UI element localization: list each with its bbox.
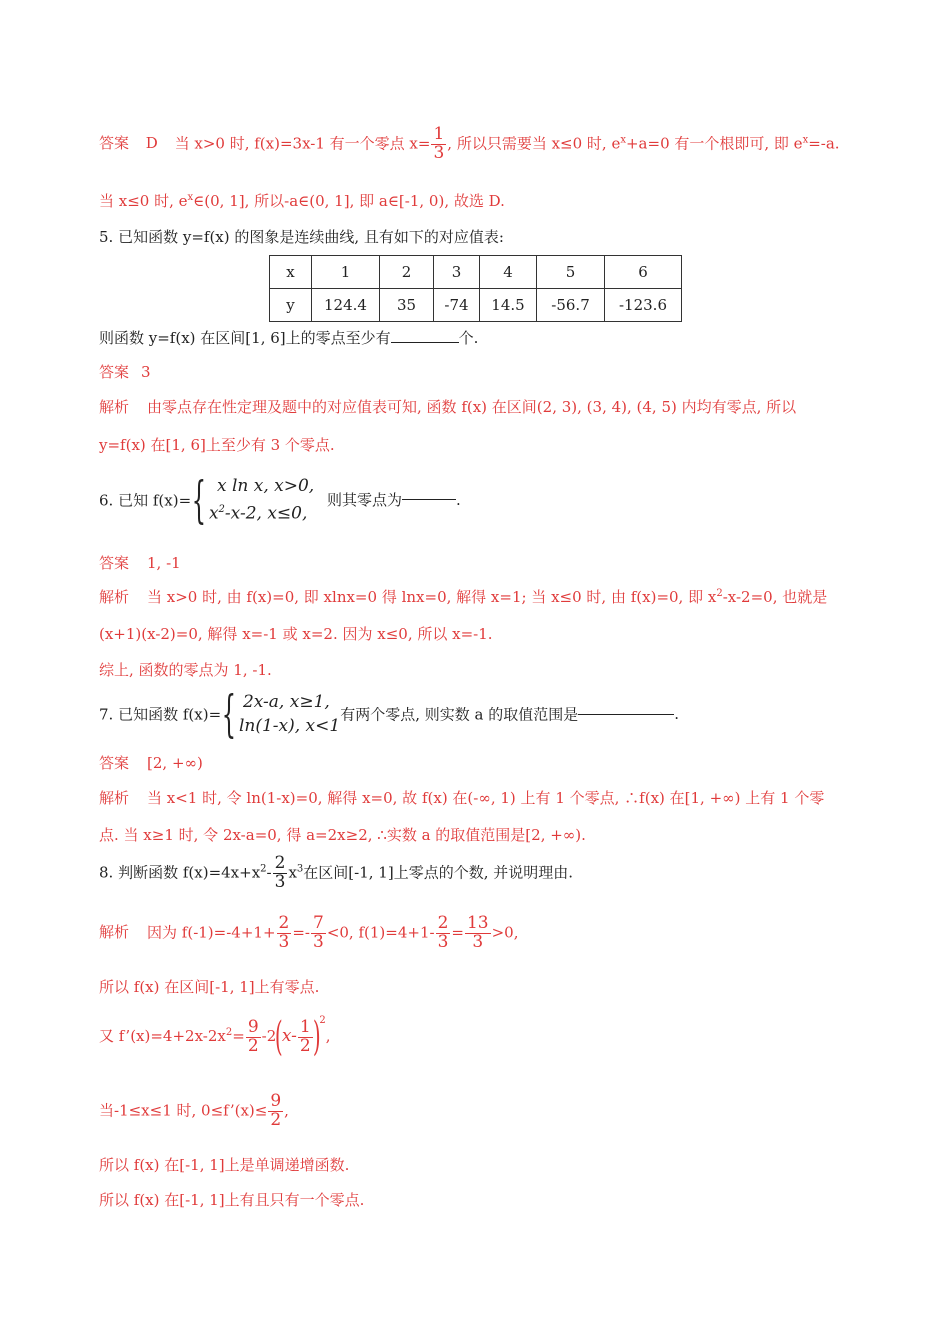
analysis-text: <0, f(1)=4+1- <box>326 923 435 942</box>
table-cell: -56.7 <box>537 289 605 322</box>
fraction: $\frac{9}{2}$ <box>247 1016 259 1056</box>
table-row <box>270 289 682 322</box>
answer-text: , 所以只需要当 x≤0 时, e <box>447 134 621 153</box>
analysis-text: 当 x>0 时, 由 f(x)=0, 即 xlnx=0 得 lnx=0, 解得 x=1; 当 x≤0 时, 由 f(x)=0, 即 x <box>147 588 717 606</box>
table-cell: 1 <box>312 256 380 289</box>
fraction: $\frac{2}{3}$ <box>437 913 449 952</box>
answer-value: 3 <box>141 363 151 381</box>
answer-blank <box>391 342 459 343</box>
q8-analysis-1 <box>99 915 519 952</box>
analysis-text: 又 f’(x)=4+2x-2x <box>99 1027 226 1045</box>
fraction: $\frac{1}{3}$ <box>433 124 445 163</box>
fraction: $\frac{2}{3}$ <box>274 853 286 892</box>
question-text: 6. 已知 f(x)= <box>99 491 192 510</box>
q5-analysis-1 <box>99 396 796 417</box>
answer-label: 答案 <box>99 134 130 153</box>
q7-analysis-2: 点. 当 x≥1 时, 令 2x-a=0, 得 a=2x≥2, ∴实数 a 的取值范围是[2, +∞). <box>99 826 586 844</box>
superscript: 3 <box>296 863 304 875</box>
question-text: 个. <box>458 329 479 347</box>
q6-analysis-1 <box>99 586 827 607</box>
analysis-text: >0, <box>491 923 519 942</box>
answer-choice: D <box>145 134 158 153</box>
answer-value: [2, +∞) <box>147 754 203 772</box>
table-cell: -123.6 <box>605 289 682 322</box>
q5-analysis-2: y=f(x) 在[1, 6]上至少有 3 个零点. <box>99 436 335 454</box>
analysis-text: 当-1≤x≤1 时, 0≤f’(x)≤ <box>99 1101 268 1120</box>
analysis-text: , <box>284 1101 289 1120</box>
q5-question <box>99 327 478 348</box>
piecewise-cases <box>209 474 314 526</box>
superscript: 2 <box>225 1027 233 1038</box>
table-cell: x <box>270 256 312 289</box>
analysis-label: 解析 <box>99 923 130 942</box>
answer-label: 答案 <box>99 363 130 381</box>
analysis-text: = <box>232 1027 245 1045</box>
q8-analysis-2: 所以 f(x) 在区间[-1, 1]上有零点. <box>99 978 320 996</box>
fraction: $\frac{7}{3}$ <box>312 913 324 952</box>
question-text: 有两个零点, 则实数 a 的取值范围是 <box>340 705 579 724</box>
table-cell: 5 <box>537 256 605 289</box>
case-2: -x-2, x≤0, <box>224 503 308 524</box>
left-paren: ( <box>275 1014 283 1060</box>
table-cell: 124.4 <box>312 289 380 322</box>
superscript: 2 <box>260 863 267 875</box>
left-brace: { <box>221 685 237 743</box>
table-cell: 3 <box>434 256 480 289</box>
q4-answer-line <box>99 126 840 163</box>
table-cell: y <box>270 289 312 322</box>
fraction: $\frac{9}{2}$ <box>270 1091 282 1130</box>
value-table <box>269 255 682 322</box>
question-text: 则其零点为 <box>326 491 402 510</box>
analysis-label: 解析 <box>99 398 130 416</box>
q6-stem <box>99 470 461 529</box>
fraction: $\frac{1}{2}$ <box>299 1016 311 1056</box>
superscript: 2 <box>218 504 225 515</box>
answer-value: 1, -1 <box>147 554 181 572</box>
superscript: x <box>620 134 626 146</box>
answer-label: 答案 <box>99 554 130 572</box>
analysis-text: -2 <box>261 1027 277 1045</box>
q7-analysis-1 <box>99 787 824 808</box>
analysis-label: 解析 <box>99 789 130 807</box>
analysis-text: , <box>325 1027 331 1045</box>
superscript: 2 <box>319 1015 326 1026</box>
question-text: . <box>455 490 461 509</box>
q6-analysis-3: 综上, 函数的零点为 1, -1. <box>99 661 272 679</box>
answer-label: 答案 <box>99 754 130 772</box>
analysis-text: =- <box>292 923 310 942</box>
left-brace: { <box>191 470 207 529</box>
answer-text: 当 x>0 时, f(x)=3x-1 有一个零点 x= <box>174 134 431 153</box>
case-2: x <box>208 503 219 524</box>
q7-stem <box>99 685 680 743</box>
question-text: x <box>288 863 297 882</box>
q8-analysis-5: 所以 f(x) 在[-1, 1]上是单调递增函数. <box>99 1156 350 1174</box>
table-cell: 35 <box>380 289 434 322</box>
q8-analysis-4 <box>99 1093 289 1130</box>
analysis-text: 因为 f(-1)=-4+1+ <box>147 923 276 942</box>
q8-analysis-3 <box>99 1014 331 1060</box>
table-cell: 6 <box>605 256 682 289</box>
case-2: ln(1-x), x<1 <box>238 716 341 736</box>
fraction: $\frac{13}{3}$ <box>466 913 489 952</box>
analysis-label: 解析 <box>99 588 130 606</box>
question-text: . <box>674 705 680 723</box>
superscript: x <box>187 192 194 203</box>
q7-answer <box>99 752 203 773</box>
answer-text: +a=0 有一个根即可, 即 e <box>625 134 803 153</box>
q8-stem <box>99 855 573 892</box>
table-cell: 4 <box>480 256 537 289</box>
answer-text: 当 x≤0 时, e <box>99 192 188 210</box>
q4-answer-line-2 <box>99 190 505 211</box>
answer-blank <box>578 714 674 715</box>
answer-blank <box>402 499 456 500</box>
question-text: 7. 已知函数 f(x)= <box>99 705 222 724</box>
q5-stem: 5. 已知函数 y=f(x) 的图象是连续曲线, 且有如下的对应值表: <box>99 228 504 246</box>
q8-analysis-6: 所以 f(x) 在[-1, 1]上有且只有一个零点. <box>99 1191 365 1209</box>
analysis-text: 当 x<1 时, 令 ln(1-x)=0, 解得 x=0, 故 f(x) 在(-∞, 1) 上有 1 个零点, ∴f(x) 在[1, +∞) 上有 1 个零 <box>147 789 825 807</box>
answer-text: =-a. <box>808 134 840 153</box>
right-paren: ) <box>312 1014 321 1060</box>
analysis-text: x- <box>281 1026 297 1046</box>
table-cell: 14.5 <box>480 289 537 322</box>
q6-analysis-2: (x+1)(x-2)=0, 解得 x=-1 或 x=2. 因为 x≤0, 所以 x=-1. <box>99 625 493 643</box>
analysis-text: -x-2=0, 也就是 <box>722 588 828 606</box>
question-text: 则函数 y=f(x) 在区间[1, 6]上的零点至少有 <box>99 329 391 347</box>
superscript: 2 <box>716 588 723 599</box>
answer-text: ∈(0, 1], 所以-a∈(0, 1], 即 a∈[-1, 0), 故选 D. <box>193 192 505 210</box>
question-text: 在区间[-1, 1]上零点的个数, 并说明理由. <box>303 863 573 882</box>
piecewise-cases <box>239 690 340 738</box>
table-row <box>270 256 682 289</box>
question-text: - <box>266 863 272 882</box>
question-text: 8. 判断函数 f(x)=4x+x <box>99 863 261 882</box>
superscript: x <box>802 134 809 146</box>
analysis-text: 由零点存在性定理及题中的对应值表可知, 函数 f(x) 在区间(2, 3), (3, 4), (4, 5) 内均有零点, 所以 <box>147 398 797 416</box>
table-cell: -74 <box>434 289 480 322</box>
case-1: 2x-a, x≥1, <box>242 692 330 712</box>
q5-answer <box>99 361 151 382</box>
table-cell: 2 <box>380 256 434 289</box>
case-1: x ln x, x>0, <box>216 476 315 496</box>
q6-answer <box>99 552 181 573</box>
analysis-text: = <box>451 923 464 942</box>
fraction: $\frac{2}{3}$ <box>278 913 290 952</box>
